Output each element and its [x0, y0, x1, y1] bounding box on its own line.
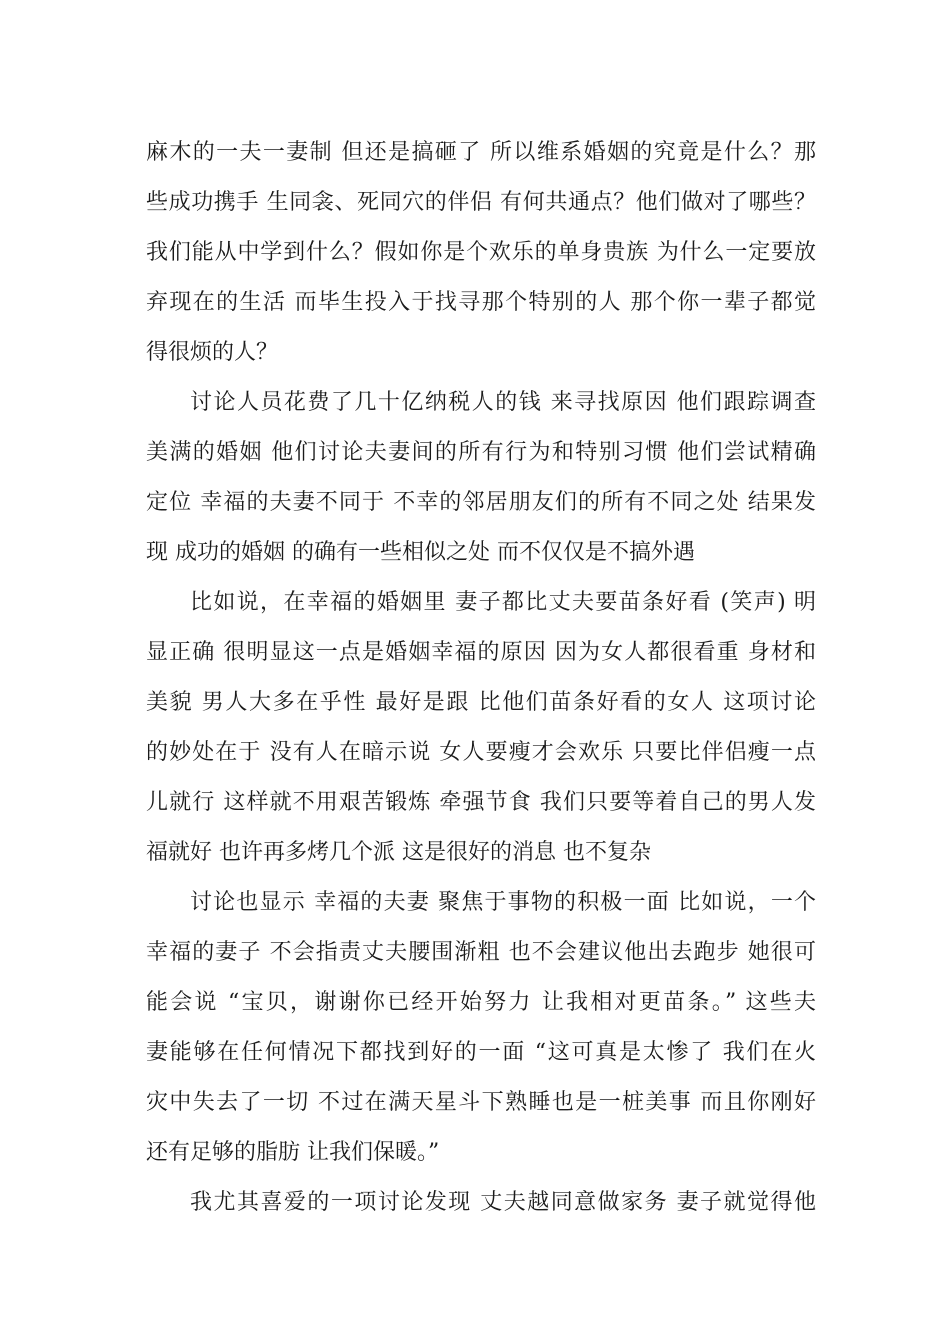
text-line: 比如说，在幸福的婚姻里 妻子都比丈夫要苗条好看 (笑声) 明: [190, 590, 816, 615]
text-line: 妻能够在任何情况下都找到好的一面 “这可真是太惨了 我们在火: [146, 1040, 816, 1065]
text-line: 些成功携手 生同衾、死同穴的伴侣 有何共通点？他们做对了哪些？: [146, 190, 816, 215]
body-text: [146, 128, 816, 1228]
text-line: 儿就行 这样就不用艰苦锻炼 牵强节食 我们只要等着自己的男人发: [146, 790, 816, 815]
text-line: 我们能从中学到什么？假如你是个欢乐的单身贵族 为什么一定要放: [146, 240, 816, 265]
text-line: 能会说 “宝贝，谢谢你已经开始努力 让我相对更苗条。” 这些夫: [146, 990, 816, 1015]
paragraph: [146, 1178, 816, 1228]
text-line: 美满的婚姻 他们讨论夫妻间的所有行为和特别习惯 他们尝试精确: [146, 440, 816, 465]
text-line: 讨论也显示 幸福的夫妻 聚焦于事物的积极一面 比如说，一个: [190, 890, 816, 915]
paragraph: [146, 128, 816, 378]
text-line: 还有足够的脂肪 让我们保暖。”: [146, 1140, 440, 1165]
text-line: 灾中失去了一切 不过在满天星斗下熟睡也是一桩美事 而且你刚好: [146, 1090, 816, 1115]
text-line: 的妙处在于 没有人在暗示说 女人要瘦才会欢乐 只要比伴侣瘦一点: [146, 740, 816, 765]
text-line: 麻木的一夫一妻制 但还是搞砸了 所以维系婚姻的究竟是什么？那: [146, 140, 816, 165]
text-line: 弃现在的生活 而毕生投入于找寻那个特别的人 那个你一辈子都觉: [146, 290, 816, 315]
text-line: 福就好 也许再多烤几个派 这是很好的消息 也不复杂: [146, 840, 651, 865]
paragraph: [146, 578, 816, 878]
paragraph: [146, 378, 816, 578]
text-line: 美貌 男人大多在乎性 最好是跟 比他们苗条好看的女人 这项讨论: [146, 690, 816, 715]
text-line: 讨论人员花费了几十亿纳税人的钱 来寻找原因 他们跟踪调查: [190, 390, 816, 415]
text-line: 我尤其喜爱的一项讨论发现 丈夫越同意做家务 妻子就觉得他: [190, 1190, 816, 1215]
text-line: 现 成功的婚姻 的确有一些相似之处 而不仅仅是不搞外遇: [146, 540, 695, 565]
text-line: 定位 幸福的夫妻不同于 不幸的邻居朋友们的所有不同之处 结果发: [146, 490, 816, 515]
text-line: 显正确 很明显这一点是婚姻幸福的原因 因为女人都很看重 身材和: [146, 640, 816, 665]
text-line: 幸福的妻子 不会指责丈夫腰围渐粗 也不会建议他出去跑步 她很可: [146, 940, 816, 965]
paragraph: [146, 878, 816, 1178]
text-line: 得很烦的人？: [146, 340, 279, 365]
